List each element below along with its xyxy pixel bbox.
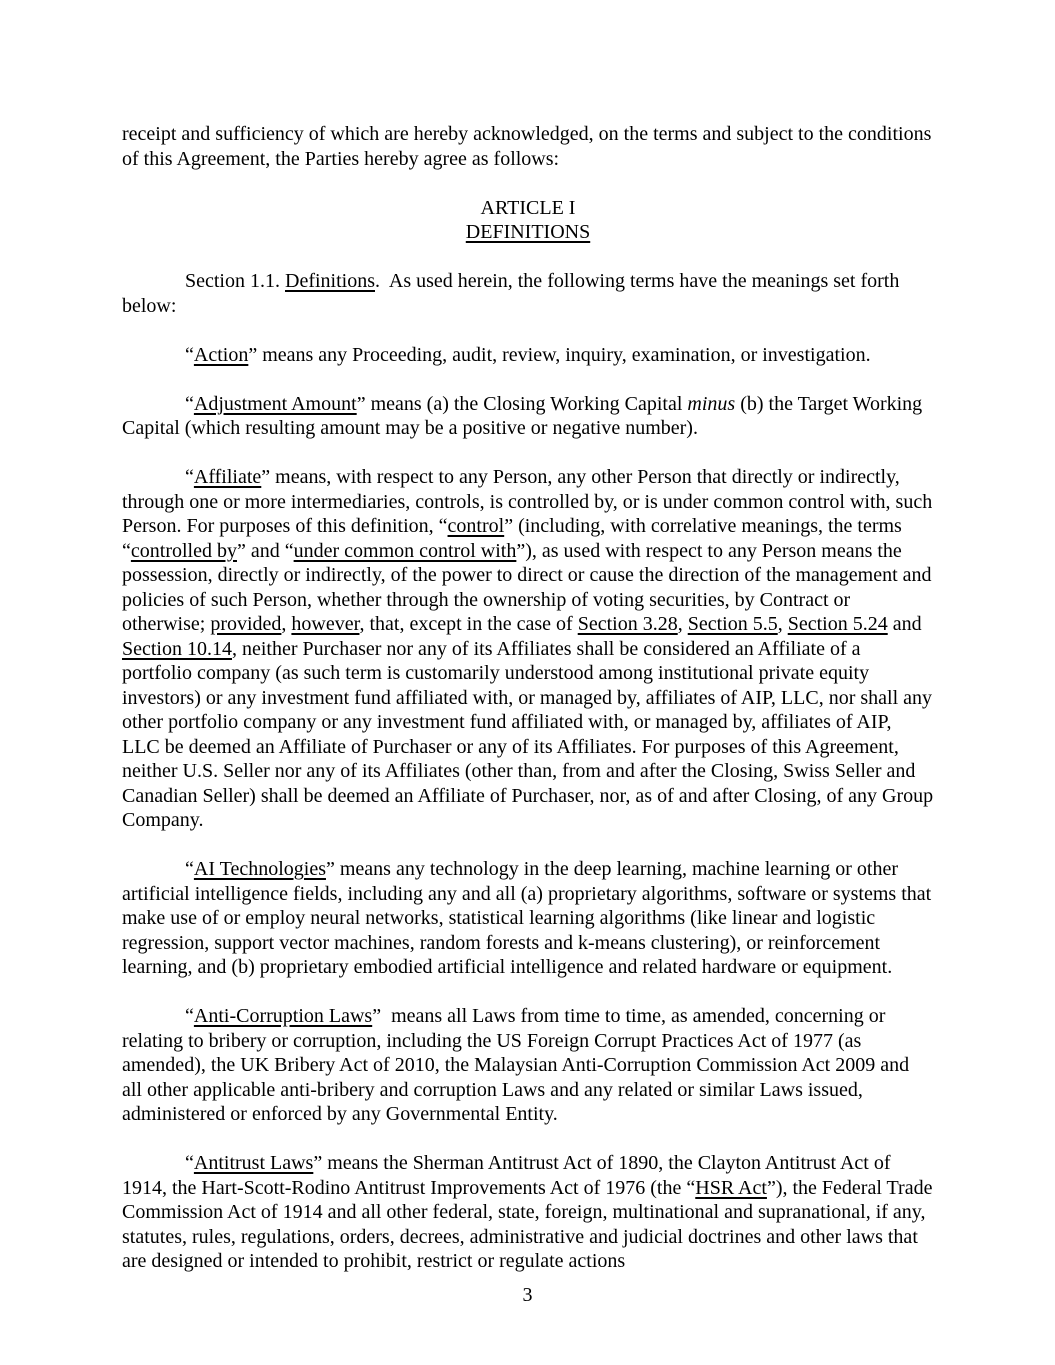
def-antitrust-laws [122, 1151, 938, 1274]
text-run: “ [185, 1005, 194, 1027]
article-heading [122, 196, 934, 221]
text-run: receipt and sufficiency of which are hereby acknowledged, on the terms and subject to the conditions of this Agreement, the Parties hereby agree as follows: [122, 123, 937, 170]
text-run: ” and “ [236, 539, 294, 562]
document-body [122, 122, 939, 1298]
text-run: , neither Purchaser nor any of its Affiliates shall be considered an Affiliate of a portfolio company (as such term is customarily understood among institutional private equity investors) or any investment fund affiliated with, or managed by, affiliates of AIP, LLC, nor shall any other portfolio company or any investment fund affiliated with, or managed by, affiliates of AIP, LLC be deemed an Affiliate of Purchaser or any of its Affiliates. For purposes of this Agreement, neither U.S. Seller nor any of its Affiliates (other than, from and after the Closing, Swiss Seller and Canadian Seller) shall be deemed an Affiliate of Purchaser, nor, as of and after Closing, of any Group Company. [122, 637, 939, 831]
text-run: , [777, 613, 788, 635]
text-run: Section 1.1. [185, 270, 285, 292]
underlined-term: controlled by [130, 539, 237, 562]
def-ai-technologies [122, 857, 937, 980]
text-run: , [677, 613, 688, 635]
def-action [122, 343, 934, 368]
text-run: , that, except in the case of [359, 613, 578, 635]
article-title [122, 220, 934, 245]
underlined-term: Affiliate [193, 466, 262, 488]
text-run: “ [185, 343, 194, 366]
italic-text: minus [687, 392, 736, 415]
underlined-term: however [291, 613, 360, 635]
text-run: ”), as used with respect to any Person means the possession, directly or indirectly, of the power to direct or cause the direction of the management and policies of such Person, whether through the ownership of voting securities, by Contract or otherwise; [122, 539, 937, 635]
intro-continuation-paragraph [122, 122, 937, 171]
underlined-term: HSR Act [695, 1176, 767, 1199]
text-run: “ [185, 466, 194, 488]
text-run: (b) the Target Working Capital (which resulting amount may be a positive or negative number). [122, 392, 928, 439]
underlined-term: Anti-Corruption Laws [193, 1005, 373, 1027]
text-run: ARTICLE I [480, 196, 576, 219]
text-run: ” means all Laws from time to time, as amended, concerning or relating to bribery or corruption, including the US Foreign Corrupt Practices Act of 1977 (as amended), the UK Bribery Act of 2010, the Malaysian Anti-Corruption Commission Act 2009 and all other applicable anti-bribery and corruption Laws and any related or similar Laws issued, administered or enforced by any Governmental Entity. [122, 1005, 915, 1125]
underlined-term: Section 3.28 [577, 613, 678, 635]
text-run: and [887, 613, 927, 635]
def-affiliate [122, 465, 939, 833]
page-number: 3 [522, 1283, 533, 1306]
underlined-term: AI Technologies [193, 858, 326, 880]
text-run: ” means, with respect to any Person, any other Person that directly or indirectly, through one or more intermediaries, controls, is controlled by, or is under common control with, such Person. For purposes of this definition, “ [122, 466, 938, 537]
text-run: “ [185, 392, 194, 415]
text-run: . As used herein, the following terms have the meanings set forth below: [122, 270, 905, 317]
underlined-term: Definitions [285, 270, 375, 292]
underlined-term: Adjustment Amount [193, 392, 357, 415]
underlined-term: Antitrust Laws [193, 1152, 314, 1174]
underlined-term: provided [210, 613, 282, 635]
text-run: , [281, 613, 292, 635]
underlined-term: Section 10.14 [122, 637, 232, 660]
underlined-term: Action [193, 343, 249, 366]
text-run: ” means (a) the Closing Working Capital [356, 392, 688, 415]
underlined-term: DEFINITIONS [465, 221, 591, 243]
underlined-term: Section 5.5 [687, 613, 778, 635]
section-1-1-definitions [122, 269, 934, 318]
text-run: ” (including, with correlative meanings, the terms “ [122, 515, 907, 562]
text-run: “ [185, 1152, 194, 1174]
text-run: ” means any Proceeding, audit, review, inquiry, examination, or investigation. [248, 343, 871, 366]
page-footer [0, 1283, 1055, 1308]
def-adjustment-amount [122, 392, 934, 441]
text-run: ” means any technology in the deep learning, machine learning or other artificial intelligence fields, including any and all (a) proprietary algorithms, software or systems that make use of or employ neural networks, statistical learning algorithms (like linear and logistic regression, support vector machines, random forests and k-means clustering), or reinforcement learning, and (b) proprietary embodied artificial intelligence and related hardware or equipment. [122, 858, 937, 978]
text-run: ”), the Federal Trade Commission Act of 1914 and all other federal, state, foreign, multinational and supranational, if any, statutes, rules, regulations, orders, decrees, administrative and judicial doctrines and other laws that are designed or intended to prohibit, restrict or regulate actions [122, 1176, 938, 1272]
underlined-term: control [447, 515, 505, 537]
text-run: ” means the Sherman Antitrust Act of 1890, the Clayton Antitrust Act of 1914, the Hart-Scott-Rodino Antitrust Improvements Act of 1976 (the “ [122, 1152, 896, 1199]
underlined-term: Section 5.24 [787, 613, 888, 635]
def-anti-corruption-laws [122, 1004, 934, 1127]
text-run: “ [185, 858, 194, 880]
underlined-term: under common control with [293, 539, 517, 562]
